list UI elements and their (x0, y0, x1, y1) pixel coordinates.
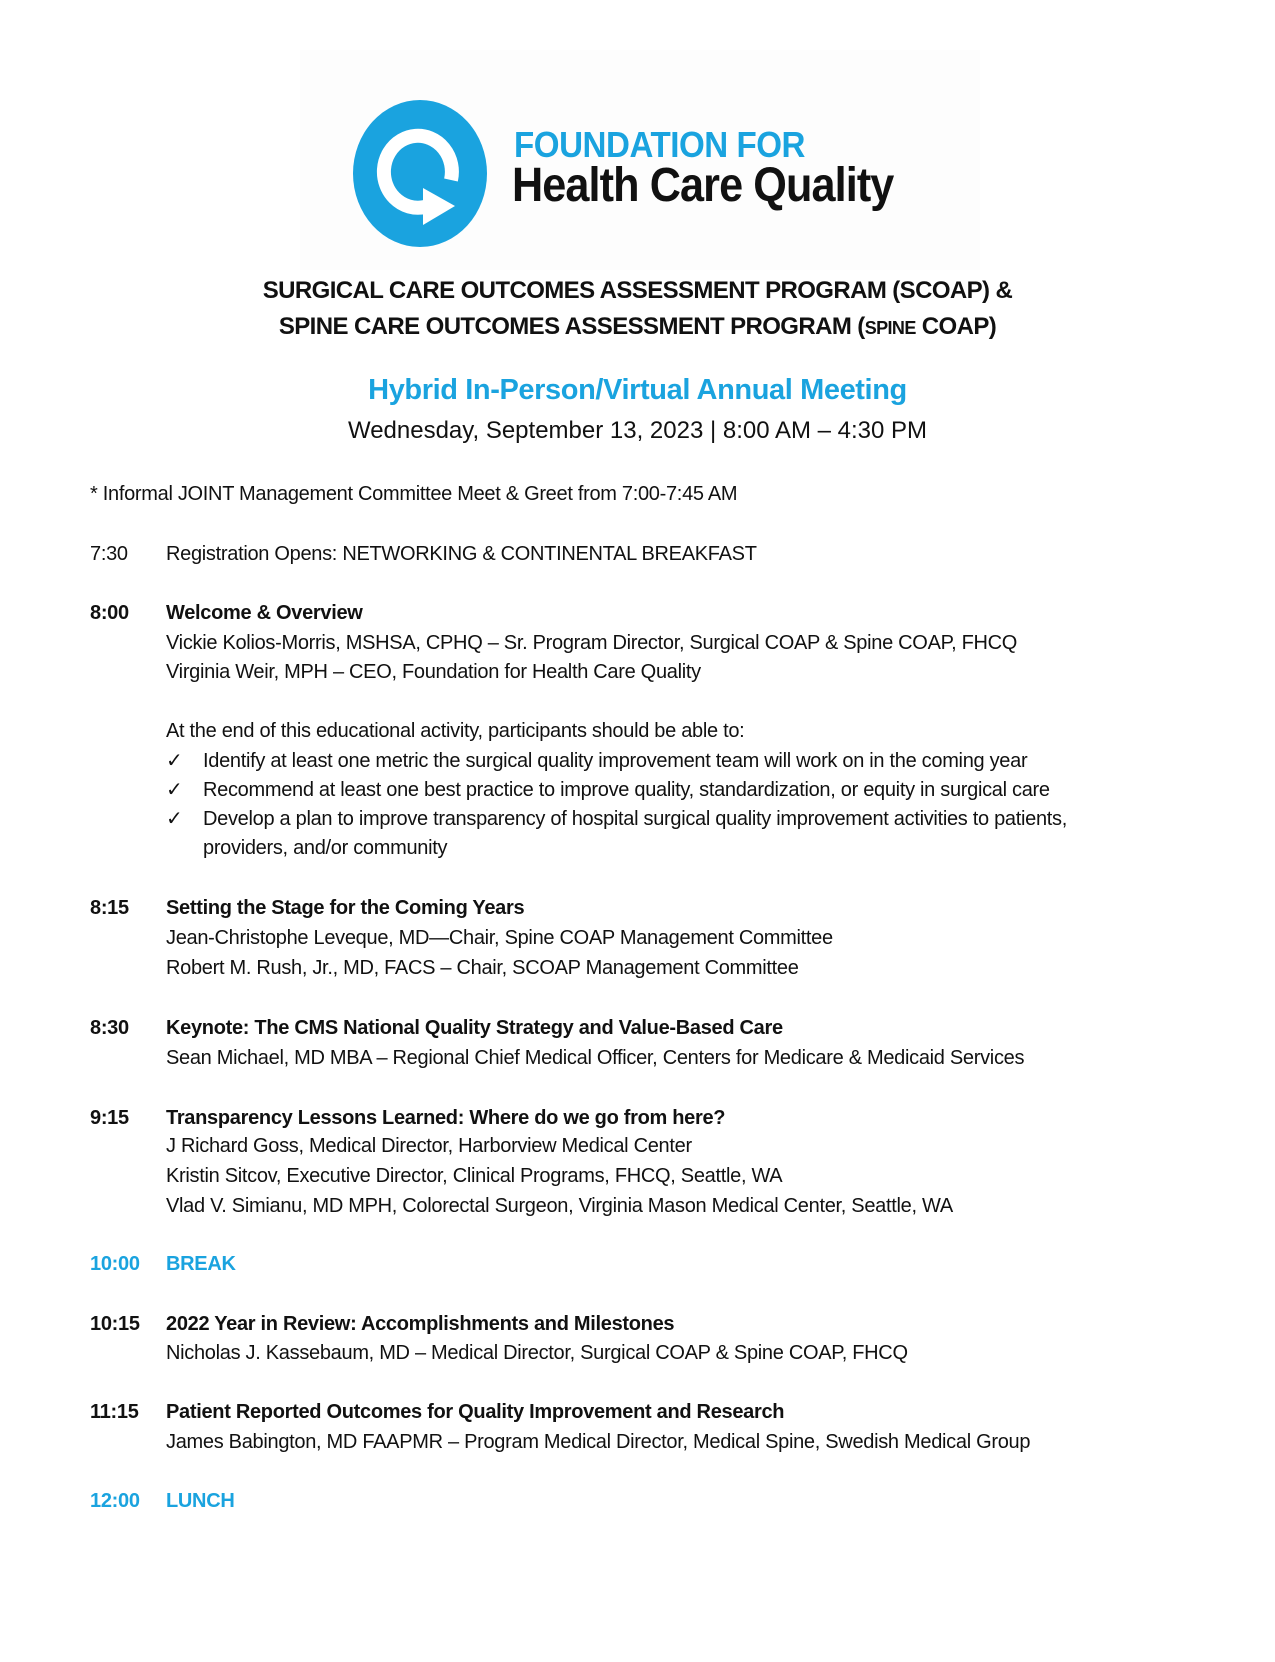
meet-and-greet-note: * Informal JOINT Management Committee Meet & Greet from 7:00-7:45 AM (90, 483, 738, 505)
agenda-title: 2022 Year in Review: Accomplishments and Milestones (166, 1313, 675, 1335)
agenda-title: Registration Opens: NETWORKING & CONTINENTAL BREAKFAST (166, 543, 757, 565)
objectives-intro: At the end of this educational activity, participants should be able to: (166, 720, 745, 742)
agenda-title: Welcome & Overview (166, 602, 363, 624)
program-title-line-2 (0, 313, 1275, 341)
meeting-date-time: Wednesday, September 13, 2023 | 8:00 AM – 4:30 PM (347, 417, 928, 444)
checkmark-icon: ✓ (166, 808, 183, 830)
agenda-time: 10:00 (90, 1253, 140, 1275)
agenda-time: 10:15 (90, 1313, 140, 1335)
objective-item: Recommend at least one best practice to improve quality, standardization, or equity in surgical care (203, 779, 1050, 801)
agenda-time: 11:15 (90, 1401, 139, 1423)
agenda-title: Setting the Stage for the Coming Years (166, 897, 525, 919)
agenda-time: 7:30 (90, 543, 128, 565)
speaker: Nicholas J. Kassebaum, MD – Medical Director, Surgical COAP & Spine COAP, FHCQ (166, 1342, 908, 1364)
agenda-title: Patient Reported Outcomes for Quality Improvement and Research (166, 1401, 785, 1423)
q-arrow-circle-icon (353, 100, 487, 247)
checkmark-icon: ✓ (166, 750, 183, 772)
objective-item-continuation: providers, and/or community (203, 837, 448, 859)
meeting-subtitle: Hybrid In-Person/Virtual Annual Meeting (368, 374, 907, 406)
speaker: Sean Michael, MD MBA – Regional Chief Medical Officer, Centers for Medicare & Medicaid Services (166, 1047, 1025, 1069)
logo-text-health-care-quality: Health Care Quality (512, 159, 894, 212)
objective-item: Develop a plan to improve transparency of hospital surgical quality improvement activities to patients, (203, 808, 1067, 830)
agenda-time: 8:00 (90, 602, 129, 624)
agenda-time: 8:15 (90, 897, 129, 919)
checkmark-icon: ✓ (166, 779, 183, 801)
agenda-title: Transparency Lessons Learned: Where do we go from here? (166, 1107, 726, 1129)
title-line-2-prefix: SPINE CARE OUTCOMES ASSESSMENT PROGRAM ( (278, 313, 865, 340)
agenda-time: 8:30 (90, 1017, 129, 1039)
speaker: Jean-Christophe Leveque, MD—Chair, Spine COAP Management Committee (166, 927, 833, 949)
speaker: Vickie Kolios-Morris, MSHSA, CPHQ – Sr. Program Director, Surgical COAP & Spine COAP, FHCQ (166, 632, 1018, 654)
program-title-line-1: SURGICAL CARE OUTCOMES ASSESSMENT PROGRAM (SCOAP) & (262, 277, 1013, 304)
agenda-break: BREAK (166, 1253, 236, 1275)
speaker: James Babington, MD FAAPMR – Program Medical Director, Medical Spine, Swedish Medical Group (166, 1431, 1031, 1453)
speaker: Kristin Sitcov, Executive Director, Clinical Programs, FHCQ, Seattle, WA (166, 1165, 783, 1187)
title-line-2-suffix: COAP) (915, 313, 997, 340)
speaker: J Richard Goss, Medical Director, Harborview Medical Center (166, 1135, 692, 1157)
objective-item: Identify at least one metric the surgical quality improvement team will work on in the coming year (203, 750, 1028, 772)
agenda-title: Keynote: The CMS National Quality Strategy and Value-Based Care (166, 1017, 783, 1039)
agenda-lunch: LUNCH (166, 1490, 235, 1512)
speaker: Virginia Weir, MPH – CEO, Foundation for Health Care Quality (166, 661, 701, 683)
speaker: Vlad V. Simianu, MD MPH, Colorectal Surgeon, Virginia Mason Medical Center, Seattle, WA (166, 1195, 953, 1217)
agenda-time: 12:00 (90, 1490, 140, 1512)
agenda-time: 9:15 (90, 1107, 129, 1129)
speaker: Robert M. Rush, Jr., MD, FACS – Chair, SCOAP Management Committee (166, 957, 799, 979)
title-line-2-smallcaps: SPINE (864, 318, 916, 338)
logo-text-foundation-for: FOUNDATION FOR (514, 124, 805, 165)
